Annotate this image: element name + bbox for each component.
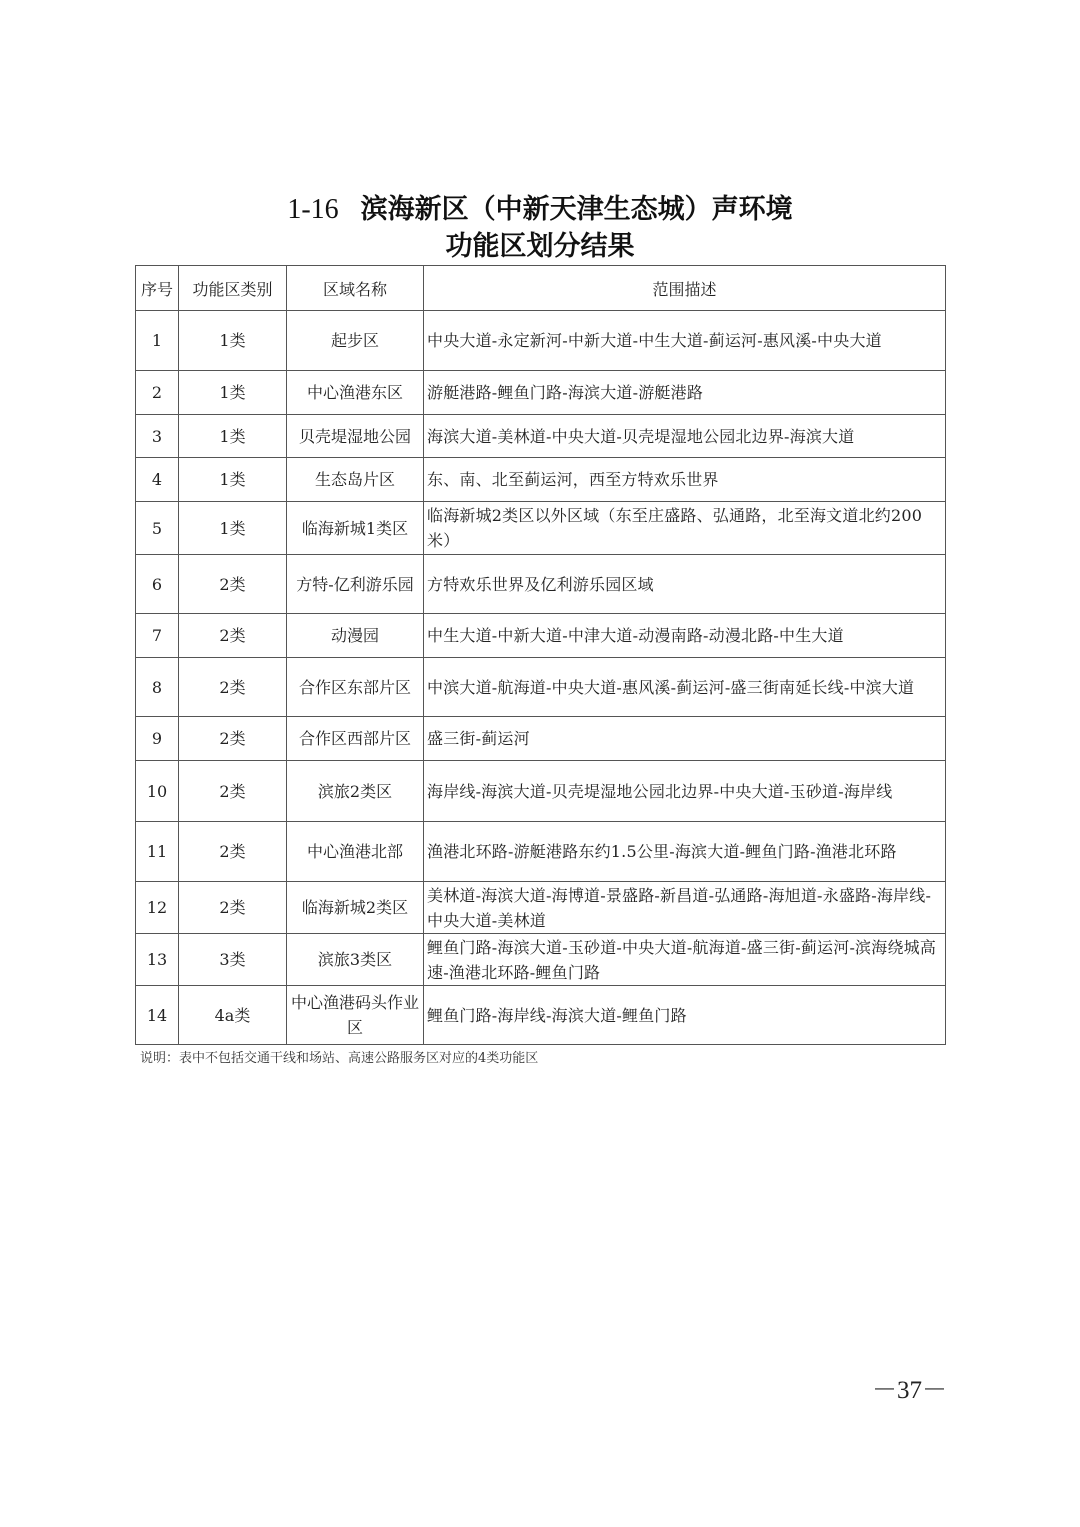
row-no: 11 — [136, 822, 179, 882]
row-name: 临海新城2类区 — [287, 882, 424, 934]
row-no: 2 — [136, 371, 179, 415]
header-no: 序号 — [136, 266, 179, 311]
table-row — [136, 986, 946, 1045]
table-row — [136, 717, 946, 761]
row-desc: 中滨大道-航海道-中央大道-惠风溪-蓟运河-盛三街南延长线-中滨大道 — [424, 658, 946, 717]
row-desc: 美林道-海滨大道-海博道-景盛路-新昌道-弘通路-海旭道-永盛路-海岸线-中央大道-美林道 — [424, 882, 946, 934]
row-no: 12 — [136, 882, 179, 934]
row-category: 2类 — [179, 761, 287, 822]
row-name: 中心渔港码头作业区 — [287, 986, 424, 1045]
title-line1: 滨海新区（中新天津生态城）声环境 — [360, 194, 793, 225]
row-category: 1类 — [179, 415, 287, 458]
title-code: 1-16 — [287, 194, 339, 225]
table-row — [136, 822, 946, 882]
row-category: 1类 — [179, 371, 287, 415]
row-category: 3类 — [179, 934, 287, 986]
row-desc: 方特欢乐世界及亿利游乐园区域 — [424, 555, 946, 614]
table-row — [136, 415, 946, 458]
row-name: 起步区 — [287, 311, 424, 371]
header-category: 功能区类别 — [179, 266, 287, 311]
table-row — [136, 502, 946, 555]
row-desc: 游艇港路-鲤鱼门路-海滨大道-游艇港路 — [424, 371, 946, 415]
row-no: 13 — [136, 934, 179, 986]
row-no: 14 — [136, 986, 179, 1045]
row-category: 2类 — [179, 882, 287, 934]
row-no: 10 — [136, 761, 179, 822]
row-name: 临海新城1类区 — [287, 502, 424, 555]
page-subtitle: 功能区划分结果 — [445, 231, 635, 262]
row-desc: 海岸线-海滨大道-贝壳堤湿地公园北边界-中央大道-玉砂道-海岸线 — [424, 761, 946, 822]
row-name: 中心渔港东区 — [287, 371, 424, 415]
row-name: 动漫园 — [287, 614, 424, 658]
row-name: 滨旅2类区 — [287, 761, 424, 822]
table-row — [136, 761, 946, 822]
row-no: 8 — [136, 658, 179, 717]
row-name: 合作区西部片区 — [287, 717, 424, 761]
table-note: 说明：表中不包括交通干线和场站、高速公路服务区对应的4类功能区 — [140, 1051, 539, 1066]
table-row — [136, 614, 946, 658]
row-no: 3 — [136, 415, 179, 458]
table-row — [136, 311, 946, 371]
row-no: 9 — [136, 717, 179, 761]
row-no: 5 — [136, 502, 179, 555]
row-name: 中心渔港北部 — [287, 822, 424, 882]
row-desc: 东、南、北至蓟运河，西至方特欢乐世界 — [424, 458, 946, 502]
row-category: 1类 — [179, 311, 287, 371]
row-no: 1 — [136, 311, 179, 371]
row-category: 1类 — [179, 502, 287, 555]
row-category: 2类 — [179, 822, 287, 882]
header-desc: 范围描述 — [424, 266, 946, 311]
table-row — [136, 934, 946, 986]
row-desc: 鲤鱼门路-海岸线-海滨大道-鲤鱼门路 — [424, 986, 946, 1045]
row-desc: 鲤鱼门路-海滨大道-玉砂道-中央大道-航海道-盛三街-蓟运河-滨海绕城高速-渔港北环路-鲤鱼门路 — [424, 934, 946, 986]
table-header-row — [136, 266, 946, 311]
row-desc: 临海新城2类区以外区域（东至庄盛路、弘通路，北至海文道北约200米） — [424, 502, 946, 555]
zoning-table — [135, 265, 946, 1045]
row-category: 2类 — [179, 658, 287, 717]
row-name: 滨旅3类区 — [287, 934, 424, 986]
row-category: 2类 — [179, 614, 287, 658]
table-row — [136, 882, 946, 934]
row-category: 2类 — [179, 717, 287, 761]
table-row — [136, 371, 946, 415]
page-number: －37－ — [872, 1377, 948, 1404]
row-desc: 海滨大道-美林道-中央大道-贝壳堤湿地公园北边界-海滨大道 — [424, 415, 946, 458]
table-row — [136, 458, 946, 502]
row-name: 合作区东部片区 — [287, 658, 424, 717]
table-row — [136, 555, 946, 614]
row-no: 6 — [136, 555, 179, 614]
row-category: 1类 — [179, 458, 287, 502]
row-desc: 中生大道-中新大道-中津大道-动漫南路-动漫北路-中生大道 — [424, 614, 946, 658]
row-name: 生态岛片区 — [287, 458, 424, 502]
row-category: 4a类 — [179, 986, 287, 1045]
row-desc: 盛三街-蓟运河 — [424, 717, 946, 761]
row-name: 方特-亿利游乐园 — [287, 555, 424, 614]
page-title — [0, 193, 1080, 227]
header-name: 区域名称 — [287, 266, 424, 311]
row-name: 贝壳堤湿地公园 — [287, 415, 424, 458]
row-desc: 中央大道-永定新河-中新大道-中生大道-蓟运河-惠风溪-中央大道 — [424, 311, 946, 371]
row-no: 4 — [136, 458, 179, 502]
row-desc: 渔港北环路-游艇港路东约1.5公里-海滨大道-鲤鱼门路-渔港北环路 — [424, 822, 946, 882]
row-category: 2类 — [179, 555, 287, 614]
row-no: 7 — [136, 614, 179, 658]
table-row — [136, 658, 946, 717]
